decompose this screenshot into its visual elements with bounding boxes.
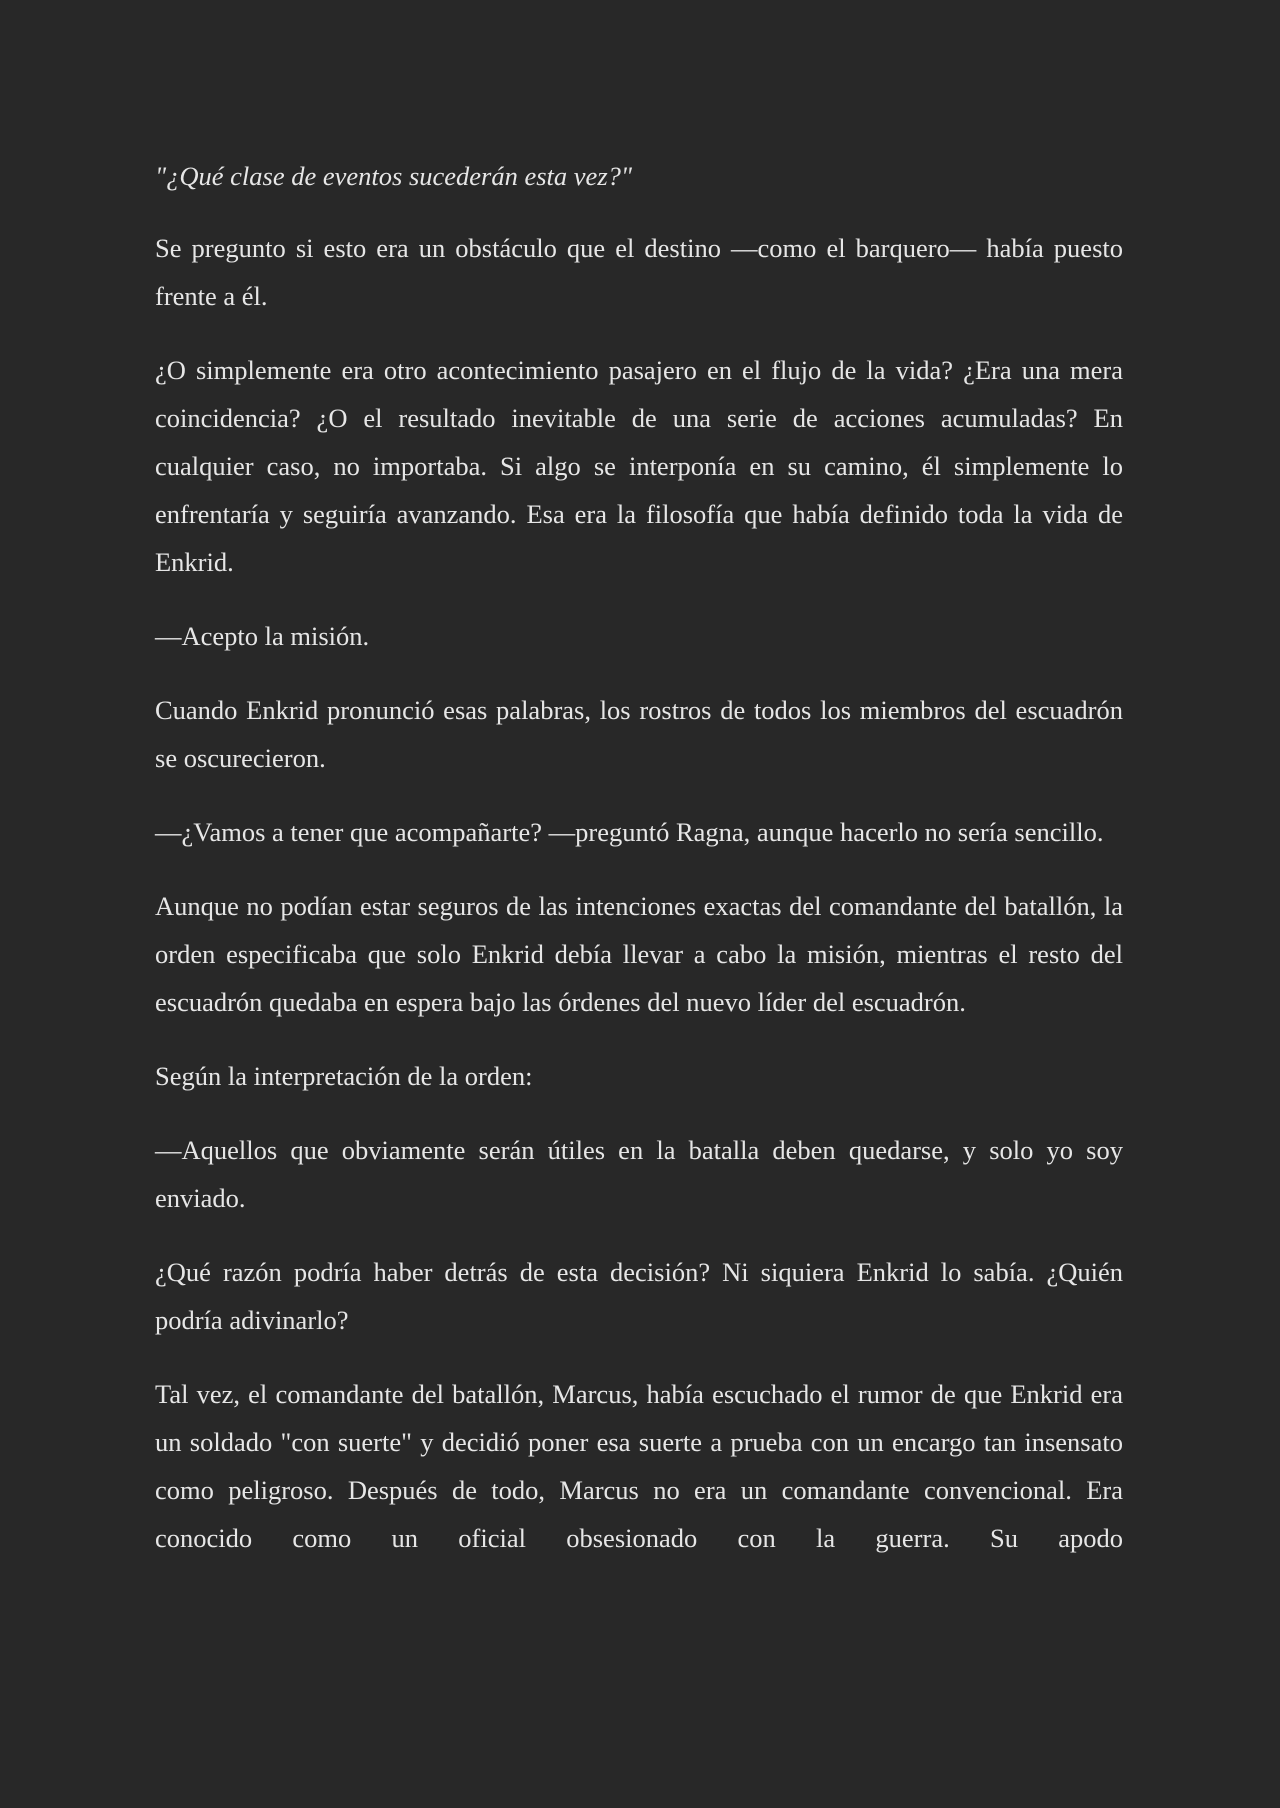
paragraph: —Aquellos que obviamente serán útiles en la batalla deben quedarse, y solo yo soy enviado. <box>155 1135 1123 1213</box>
paragraph: —Acepto la misión. <box>155 621 370 651</box>
paragraph: Cuando Enkrid pronunció esas palabras, los rostros de todos los miembros del escuadrón se oscurecieron. <box>155 695 1123 773</box>
paragraph: Se pregunto si esto era un obstáculo que el destino —como el barquero— había puesto frente a él. <box>155 233 1123 311</box>
paragraph: —¿Vamos a tener que acompañarte? —preguntó Ragna, aunque hacerlo no sería sencillo. <box>155 817 1104 847</box>
paragraph: ¿O simplemente era otro acontecimiento pasajero en el flujo de la vida? ¿Era una mera coincidencia? ¿O el resultado inevitable de una serie de acciones acumuladas? En cualquier caso, no importaba. Si algo se interponía en su camino, él simplemente lo enfrentaría y seguiría avanzando. Esa era la filosofía que había definido toda la vida de Enkrid. <box>155 355 1123 577</box>
paragraph: Aunque no podían estar seguros de las intenciones exactas del comandante del batallón, la orden especificaba que solo Enkrid debía llevar a cabo la misión, mientras el resto del escuadrón quedaba en espera bajo las órdenes del nuevo líder del escuadrón. <box>155 891 1123 1017</box>
reader-page <box>155 152 1123 1562</box>
paragraph: "¿Qué clase de eventos sucederán esta vez?" <box>155 161 633 191</box>
paragraph: Según la interpretación de la orden: <box>155 1061 533 1091</box>
paragraph: ¿Qué razón podría haber detrás de esta decisión? Ni siquiera Enkrid lo sabía. ¿Quién podría adivinarlo? <box>155 1257 1123 1335</box>
paragraph: Tal vez, el comandante del batallón, Marcus, había escuchado el rumor de que Enkrid era un soldado "con suerte" y decidió poner esa suerte a prueba con un encargo tan insensato como peligroso. Después de todo, Marcus no era un comandante convencional. Era conocido como un oficial obsesionado con la guerra. Su apodo <box>155 1379 1123 1553</box>
